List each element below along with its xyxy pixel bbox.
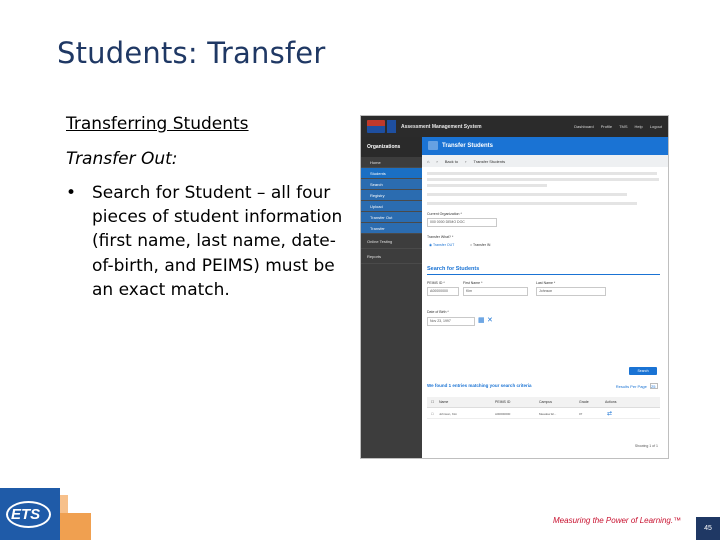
- bullet-symbol: •: [66, 183, 77, 203]
- radio-transfer-in-label: Transfer IN: [473, 243, 491, 247]
- nav-profile[interactable]: Profile: [600, 124, 613, 129]
- app-screenshot: [360, 115, 669, 459]
- col-campus[interactable]: Campus: [539, 400, 553, 404]
- ets-logo: [0, 488, 60, 540]
- sidebar-item-online-testing[interactable]: Online Testing: [361, 234, 422, 249]
- results-per-page-select[interactable]: 25: [650, 383, 658, 389]
- first-name-label: First Name *: [463, 281, 483, 285]
- instruction-line: [427, 184, 547, 187]
- chevron-right-icon: ›: [465, 158, 467, 164]
- transfer-action-icon[interactable]: ⇄: [607, 411, 613, 417]
- nav-tms[interactable]: TMS: [619, 124, 628, 129]
- sidebar-item-upload[interactable]: Upload: [361, 201, 422, 212]
- page-number: 45: [696, 517, 720, 540]
- logo-mark: [387, 120, 396, 133]
- bullet-point: [66, 181, 346, 302]
- sidebar: [361, 137, 422, 458]
- search-divider: [427, 274, 660, 275]
- row-grade: 07: [579, 412, 583, 416]
- dob-field[interactable]: Nov 23, 1997: [427, 317, 475, 326]
- decor-square: [60, 513, 91, 540]
- instruction-line: [427, 193, 627, 196]
- nav-logout[interactable]: Logout: [649, 124, 662, 129]
- current-org-label: Current Organization *: [427, 212, 462, 216]
- sub-heading: Transfer Out:: [66, 149, 178, 169]
- transfer-label: Transfer What? *: [427, 235, 454, 239]
- sidebar-heading[interactable]: Organizations: [361, 137, 422, 157]
- note-line: [427, 202, 637, 205]
- top-nav: [574, 124, 662, 129]
- row-peims: A00000000: [495, 412, 511, 416]
- slide-title: Students: Transfer: [57, 36, 326, 70]
- last-name-field[interactable]: Johnson: [536, 287, 606, 296]
- sidebar-item-search[interactable]: Search: [361, 179, 422, 190]
- main-panel: [422, 137, 668, 458]
- first-name-field[interactable]: Kim: [463, 287, 528, 296]
- sidebar-item-transfer[interactable]: Transfer: [361, 223, 422, 234]
- results-per-page: [616, 383, 658, 389]
- row-campus: Meadow El...: [539, 412, 557, 416]
- sidebar-item-students[interactable]: Students: [361, 168, 422, 179]
- showing-count: Showing 1 of 1: [634, 444, 658, 448]
- col-peims[interactable]: PEIMS ID: [495, 400, 511, 404]
- row-name: Johnson, Kim: [439, 412, 458, 416]
- nav-dashboard[interactable]: Dashboard: [574, 124, 594, 129]
- row-checkbox[interactable]: ☐: [431, 412, 434, 416]
- peims-field[interactable]: A00000000: [427, 287, 459, 296]
- calendar-icon[interactable]: ▦: [478, 317, 485, 324]
- app-name: Assessment Management System: [401, 123, 482, 130]
- col-actions: Actions: [605, 400, 617, 404]
- chevron-right-icon: ›: [436, 158, 438, 164]
- dob-label: Date of Birth *: [427, 310, 449, 314]
- tagline: Measuring the Power of Learning.™: [553, 516, 682, 525]
- people-icon: [428, 141, 438, 150]
- radio-transfer-out-label: Transfer OUT: [432, 243, 455, 247]
- results-table-header: [427, 397, 660, 408]
- table-row: [427, 409, 660, 419]
- last-name-label: Last Name *: [536, 281, 556, 285]
- sidebar-item-reports[interactable]: Reports: [361, 249, 422, 264]
- sidebar-item-registry[interactable]: Registry: [361, 190, 422, 201]
- clear-icon[interactable]: ✕: [487, 317, 493, 324]
- home-icon[interactable]: ⌂: [427, 158, 430, 164]
- breadcrumb: [422, 155, 668, 167]
- search-button[interactable]: Search: [629, 367, 657, 375]
- page-header: [422, 137, 668, 155]
- section-heading: Transferring Students: [66, 114, 249, 134]
- results-per-page-label: Results Per Page: [615, 384, 647, 389]
- radio-transfer-out[interactable]: ◉ Transfer OUT: [429, 243, 455, 247]
- sidebar-item-transfer-out[interactable]: Transfer Out: [361, 212, 422, 223]
- breadcrumb-current: Transfer Students: [473, 158, 506, 164]
- breadcrumb-back[interactable]: Back to: [444, 158, 459, 164]
- select-all-checkbox[interactable]: ☐: [431, 400, 435, 404]
- radio-transfer-in[interactable]: ○ Transfer IN: [470, 243, 491, 247]
- instruction-line: [427, 178, 659, 181]
- col-grade[interactable]: Grade: [579, 400, 589, 404]
- search-heading: Search for Students: [427, 266, 480, 272]
- instruction-line: [427, 172, 657, 175]
- nav-help[interactable]: Help: [634, 124, 643, 129]
- app-topbar: [361, 116, 668, 137]
- page-title: Transfer Students: [442, 143, 494, 149]
- results-count: We found 1 entries matching your search criteria: [427, 383, 532, 388]
- sidebar-item-home[interactable]: Home: [361, 157, 422, 168]
- col-name[interactable]: Name: [439, 400, 449, 404]
- logo-text: ETS: [11, 506, 41, 523]
- peims-label: PEIMS ID *: [427, 281, 445, 285]
- decor-square: [60, 495, 68, 513]
- bullet-text: Search for Student – all four pieces of student information (first name, last name, date-of-birth, and PEIMS) must be an exact match.: [92, 183, 343, 300]
- current-org-field[interactable]: 000 0000 DEMO DOC: [427, 218, 497, 227]
- state-logo: [367, 120, 385, 133]
